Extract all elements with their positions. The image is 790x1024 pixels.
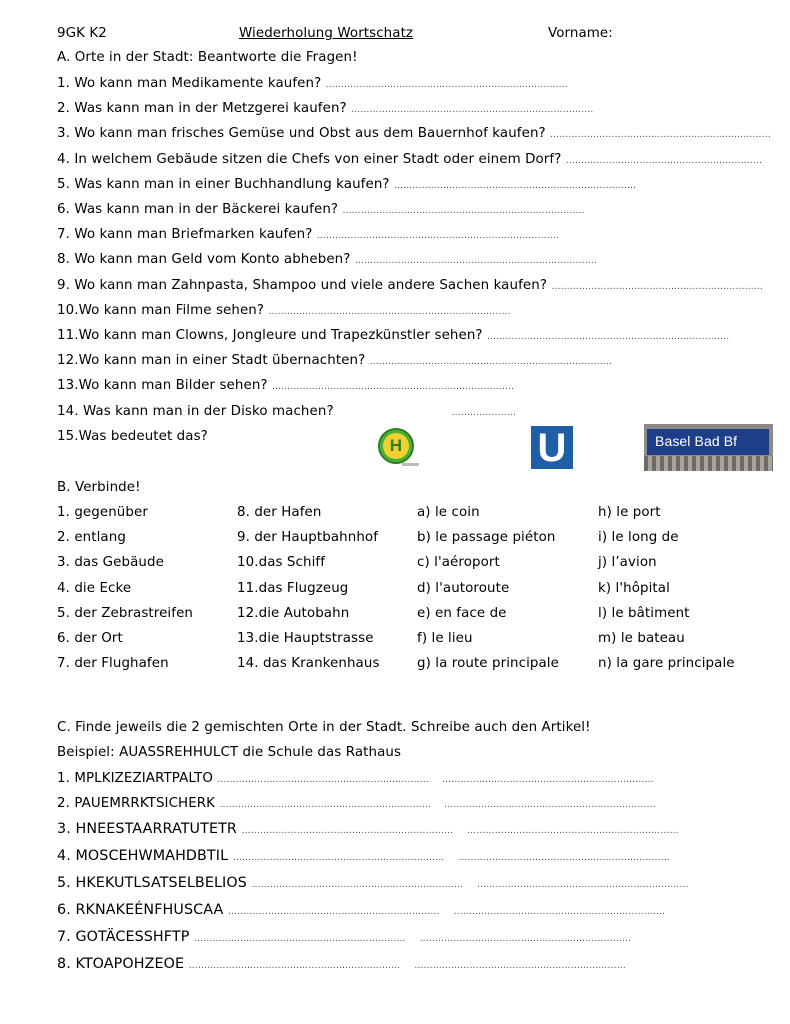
match-item-german: 14. das Krankenhaus (237, 656, 380, 671)
match-item-german: 5. der Zebrastreifen (57, 606, 193, 621)
section-c-example: Beispiel: AUASSREHHULCT die Schule das Rathaus (57, 745, 402, 760)
bus-stop-icon-base (402, 463, 419, 466)
anagram-item-4: 4. MOSCEHWMAHDBTIL …………………………………………………………… …………………………………………………………… (57, 848, 670, 864)
answer-line: …………………………………………………………… (232, 853, 445, 863)
match-item-german: 12.die Autobahn (237, 606, 350, 621)
question-2: 2. Was kann man in der Metzgerei kaufen? ……………………………………………………………………. (57, 101, 594, 116)
match-item-french: i) le long de (598, 530, 679, 545)
station-sign-background (644, 456, 773, 471)
answer-line: …………………………………………………………… (551, 282, 763, 292)
match-item-french: b) le passage piéton (417, 530, 556, 545)
question-4: 4. In welchem Gebäude sitzen die Chefs von einer Stadt oder einem Dorf? ………………………………………………………. (57, 152, 763, 167)
anagram-item-1: 1. MPLKIZEZIARTPALTO …………………………………………………………… …………………………………………………………… (57, 771, 654, 786)
match-item-german: 8. der Hafen (237, 505, 322, 520)
question-10: 10.Wo kann man Filme sehen? ……………………………………………………………………. (57, 303, 511, 318)
question-9: 9. Wo kann man Zahnpasta, Shampoo und viele andere Sachen kaufen? …………………………………………………………… (57, 278, 763, 293)
answer-line: …………………………………………………………… (241, 826, 454, 836)
question-13: 13.Wo kann man Bilder sehen? ……………………………………………………………………. (57, 378, 515, 393)
match-item-german: 1. gegenüber (57, 505, 148, 520)
match-item-french: c) l'aéroport (417, 555, 500, 570)
ubahn-icon: U (531, 426, 573, 469)
match-item-german: 10.das Schiff (237, 555, 326, 570)
question-11: 11.Wo kann man Clowns, Jongleure und Trapezkünstler sehen? ……………………………………………………………………. (57, 328, 730, 343)
match-item-german: 11.das Flugzeug (237, 581, 349, 596)
answer-line: …………………………………………………………… (414, 961, 626, 971)
bus-stop-icon: H (378, 428, 414, 464)
answer-line: …………………………………………………………… (419, 934, 632, 944)
answer-line: ………………………………………………………. (565, 156, 763, 166)
section-a-heading: A. Orte in der Stadt: Beantworte die Fragen! (57, 50, 358, 65)
match-item-french: f) le lieu (417, 631, 473, 646)
match-item-french: g) la route principale (417, 656, 559, 671)
match-item-german: 4. die Ecke (57, 581, 132, 596)
question-3: 3. Wo kann man frisches Gemüse und Obst aus dem Bauernhof kaufen? ……………………………………………………………… (57, 126, 771, 141)
match-item-french: j) l’avion (598, 555, 657, 570)
answer-line: ……………………………………………………………… (550, 130, 771, 140)
anagram-item-7: 7. GOTÄCESSHFTP …………………………………………………………… …………………………………………………………… (57, 929, 632, 945)
question-6: 6. Was kann man in der Bäckerei kaufen? ……………………………………………………………………. (57, 202, 585, 217)
question-14: 14. Was kann man in der Disko machen? ………………… (57, 404, 517, 419)
match-item-french: h) le port (598, 505, 661, 520)
anagram-item-2: 2. PAUEMRRKTSICHERK …………………………………………………………… …………………………………………………………… (57, 796, 656, 811)
answer-line: …………………………………………………………… (219, 800, 432, 810)
section-c-heading: C. Finde jeweils die 2 gemischten Orte in der Stadt. Schreibe auch den Artikel! (57, 720, 591, 735)
answer-line: ……………………………………………………………………. (316, 231, 560, 241)
answer-line: ……………………………………………………………………. (393, 181, 637, 191)
question-8: 8. Wo kann man Geld vom Konto abheben? ……………………………………………………………………. (57, 252, 598, 267)
anagram-item-3: 3. HNEESTAARRATUTETR …………………………………………………………… …………………………………………………………… (57, 821, 679, 837)
answer-line: ……………………………………………………………………. (487, 332, 730, 342)
question-7: 7. Wo kann man Briefmarken kaufen? ……………………………………………………………………. (57, 227, 560, 242)
match-item-french: m) le bateau (598, 631, 685, 646)
match-item-german: 6. der Ort (57, 631, 123, 646)
anagram-item-8: 8. KTOAPOHZEOE …………………………………………………………… …………………………………………………………… (57, 956, 626, 972)
match-item-german: 2. entlang (57, 530, 126, 545)
match-item-french: k) l'hôpital (598, 581, 670, 596)
answer-line: …………………………………………………………… (467, 826, 679, 836)
section-b-heading: B. Verbinde! (57, 480, 141, 495)
match-item-french: a) le coin (417, 505, 480, 520)
answer-line: …………………………………………………………… (442, 775, 654, 785)
station-sign-image (644, 424, 773, 471)
answer-line: …………………………………………………………… (453, 907, 666, 917)
answer-line: ……………………………………………………………………. (351, 105, 594, 115)
answer-line: ……………………………………………………………………. (369, 357, 612, 367)
match-item-german: 13.die Hauptstrasse (237, 631, 374, 646)
answer-line: …………………………………………………………… (444, 800, 656, 810)
answer-line: …………………………………………………………… (251, 880, 464, 890)
match-item-german: 9. der Hauptbahnhof (237, 530, 379, 545)
name-field-label: Vorname: (548, 26, 613, 41)
match-item-french: e) en face de (417, 606, 507, 621)
match-item-french: d) l'autoroute (417, 581, 510, 596)
answer-line: …………………………………………………………… (458, 853, 670, 863)
answer-line: ……………………………………………………………………. (268, 307, 511, 317)
answer-line: …………………………………………………………… (217, 775, 429, 785)
answer-line: ……………………………………………………………………. (271, 382, 515, 392)
question-12: 12.Wo kann man in einer Stadt übernachten? ……………………………………………………………………. (57, 353, 612, 368)
match-item-french: n) la gare principale (598, 656, 735, 671)
answer-line: ……………………………………………………………………. (354, 256, 598, 266)
class-label: 9GK K2 (57, 26, 107, 41)
question-15: 15.Was bedeutet das? (57, 429, 208, 444)
answer-line: …………………………………………………………… (228, 907, 440, 917)
answer-line: ……………………………………………………………………. (342, 206, 585, 216)
answer-line: …………………………………………………………… (194, 934, 406, 944)
answer-line: ………………… (451, 408, 517, 418)
station-sign-text: Basel Bad Bf (647, 429, 769, 455)
question-5: 5. Was kann man in einer Buchhandlung kaufen? ……………………………………………………………………. (57, 177, 637, 192)
anagram-item-6: 6. RKNAKEÉNFHUSCAA …………………………………………………………… …………………………………………………………… (57, 902, 666, 918)
worksheet-title: Wiederholung Wortschatz (239, 26, 414, 41)
match-item-french: l) le bâtiment (598, 606, 690, 621)
match-item-german: 3. das Gebäude (57, 555, 164, 570)
question-1: 1. Wo kann man Medikamente kaufen? ……………………………………………………………………. (57, 76, 568, 91)
answer-line: ……………………………………………………………………. (325, 80, 568, 90)
match-item-german: 7. der Flughafen (57, 656, 169, 671)
anagram-item-5: 5. HKEKUTLSATSELBELIOS …………………………………………………………… …………………………………………………………… (57, 875, 689, 891)
answer-line: …………………………………………………………… (477, 880, 689, 890)
answer-line: …………………………………………………………… (188, 961, 401, 971)
